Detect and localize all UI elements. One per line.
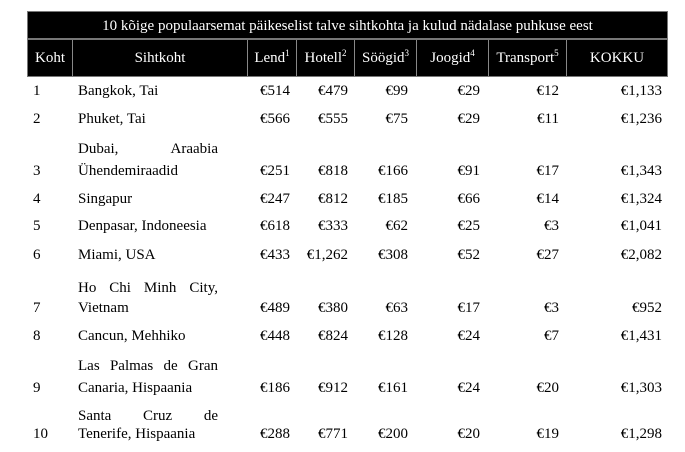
header-total: KOKKU <box>566 40 667 76</box>
hotel-cell: €812 <box>318 190 348 207</box>
food-cell: €62 <box>385 217 408 234</box>
rank-cell: 5 <box>33 217 41 234</box>
rank-cell: 3 <box>33 163 41 179</box>
total-cell: €1,324 <box>620 190 662 207</box>
transport-cell: €3 <box>544 217 559 234</box>
destination-cell <box>78 354 218 402</box>
drinks-cell: €91 <box>457 163 480 179</box>
rank-cell: 10 <box>33 426 48 442</box>
destination-line: Miami, USA <box>78 247 156 263</box>
flight-cell: €618 <box>260 217 290 234</box>
destination-line: Vietnam <box>78 300 129 316</box>
table-row <box>27 404 668 448</box>
hotel-cell: €771 <box>318 426 348 442</box>
transport-cell: €19 <box>536 426 559 442</box>
table-title: 10 kõige populaarsemat päikeselist talve sihtkohta ja kulud nädalase puhkuse eest <box>27 11 668 39</box>
transport-cell: €17 <box>536 163 559 179</box>
hotel-cell: €824 <box>318 328 348 344</box>
table-row <box>27 79 668 107</box>
header-flight: Lend$^1$ <box>247 40 296 76</box>
table-row <box>27 107 668 135</box>
food-cell: €99 <box>385 83 408 99</box>
table-row <box>27 187 668 214</box>
flight-cell: €251 <box>260 163 290 179</box>
flight-cell: €489 <box>260 300 290 316</box>
food-cell: €161 <box>378 380 408 396</box>
destination-line: Tenerife, Hispaania <box>78 426 196 442</box>
drinks-cell: €24 <box>457 380 480 396</box>
flight-cell: €247 <box>260 190 290 207</box>
destination-line: Cancun, Mehhiko <box>78 328 186 344</box>
total-cell: €1,236 <box>620 111 662 127</box>
transport-cell: €14 <box>536 190 559 207</box>
destination-cell <box>78 137 218 185</box>
header-hotel: Hotell$^2$ <box>296 40 354 76</box>
destination-cell <box>78 324 218 352</box>
header-transport: Transport$^5$ <box>488 40 566 76</box>
table-row <box>27 137 668 185</box>
food-cell: €75 <box>385 111 408 127</box>
rank-cell: 6 <box>33 247 41 263</box>
destination-line: Phuket, Tai <box>78 111 146 127</box>
destination-line: Denpasar, Indoneesia <box>78 217 207 234</box>
transport-cell: €11 <box>537 111 559 127</box>
hotel-cell: €380 <box>318 300 348 316</box>
transport-cell: €12 <box>536 83 559 99</box>
hotel-cell: €912 <box>318 380 348 396</box>
destination-cell <box>78 187 218 214</box>
flight-cell: €186 <box>260 380 290 396</box>
table-row <box>27 214 668 241</box>
total-cell: €1,133 <box>620 83 662 99</box>
transport-cell: €7 <box>544 328 559 344</box>
food-cell: €63 <box>385 300 408 316</box>
hotel-cell: €333 <box>318 217 348 234</box>
destination-line: Dubai, Araabia <box>78 141 218 157</box>
destination-cell <box>78 214 218 241</box>
destination-line: Las Palmas de Gran <box>78 358 218 374</box>
flight-cell: €514 <box>260 83 290 99</box>
food-cell: €166 <box>378 163 408 179</box>
destination-cell <box>78 243 218 271</box>
destination-line: Bangkok, Tai <box>78 83 159 99</box>
drinks-cell: €20 <box>457 426 480 442</box>
header-rank: Koht <box>35 50 65 66</box>
flight-cell: €448 <box>260 328 290 344</box>
rank-cell: 1 <box>33 83 41 99</box>
drinks-cell: €52 <box>457 247 480 263</box>
drinks-cell: €25 <box>457 217 480 234</box>
destination-cell <box>78 107 218 135</box>
food-cell: €185 <box>378 190 408 207</box>
drinks-cell: €66 <box>457 190 480 207</box>
drinks-cell: €17 <box>457 300 480 316</box>
table-row <box>27 324 668 352</box>
table-row <box>27 243 668 271</box>
destination-cell <box>78 276 218 322</box>
total-cell: €1,298 <box>620 426 662 442</box>
rank-cell: 7 <box>33 300 41 316</box>
hotel-cell: €555 <box>318 111 348 127</box>
destination-cell <box>78 79 218 107</box>
destination-line: Singapur <box>78 190 133 207</box>
drinks-cell: €29 <box>457 111 480 127</box>
total-cell: €1,431 <box>620 328 662 344</box>
table-row <box>27 354 668 402</box>
rank-cell: 2 <box>33 111 41 127</box>
table-row <box>27 276 668 322</box>
header-food: Söögid$^3$ <box>354 40 416 76</box>
total-cell: €1,303 <box>620 380 662 396</box>
flight-cell: €288 <box>260 426 290 442</box>
destination-line: Ho Chi Minh City, <box>78 280 218 296</box>
flight-cell: €433 <box>260 247 290 263</box>
transport-cell: €3 <box>544 300 559 316</box>
hotel-cell: €479 <box>318 83 348 99</box>
total-cell: €1,343 <box>620 163 662 179</box>
rank-cell: 4 <box>33 190 41 207</box>
transport-cell: €20 <box>536 380 559 396</box>
destination-cell <box>78 404 218 448</box>
table-header-row <box>27 39 668 77</box>
total-cell: €952 <box>632 300 662 316</box>
rank-cell: 9 <box>33 380 41 396</box>
drinks-cell: €24 <box>457 328 480 344</box>
transport-cell: €27 <box>536 247 559 263</box>
header-drinks: Joogid$^4$ <box>416 40 488 76</box>
destination-line: Canaria, Hispaania <box>78 380 193 396</box>
food-cell: €200 <box>378 426 408 442</box>
header-destination: Sihtkoht <box>72 40 247 76</box>
food-cell: €308 <box>378 247 408 263</box>
food-cell: €128 <box>378 328 408 344</box>
total-cell: €1,041 <box>620 217 662 234</box>
destination-line: Ühendemiraadid <box>78 163 178 179</box>
flight-cell: €566 <box>260 111 290 127</box>
drinks-cell: €29 <box>457 83 480 99</box>
rank-cell: 8 <box>33 328 41 344</box>
destination-line: Santa Cruz de <box>78 408 218 424</box>
total-cell: €2,082 <box>620 247 662 263</box>
hotel-cell: €818 <box>318 163 348 179</box>
hotel-cell: €1,262 <box>306 247 348 263</box>
